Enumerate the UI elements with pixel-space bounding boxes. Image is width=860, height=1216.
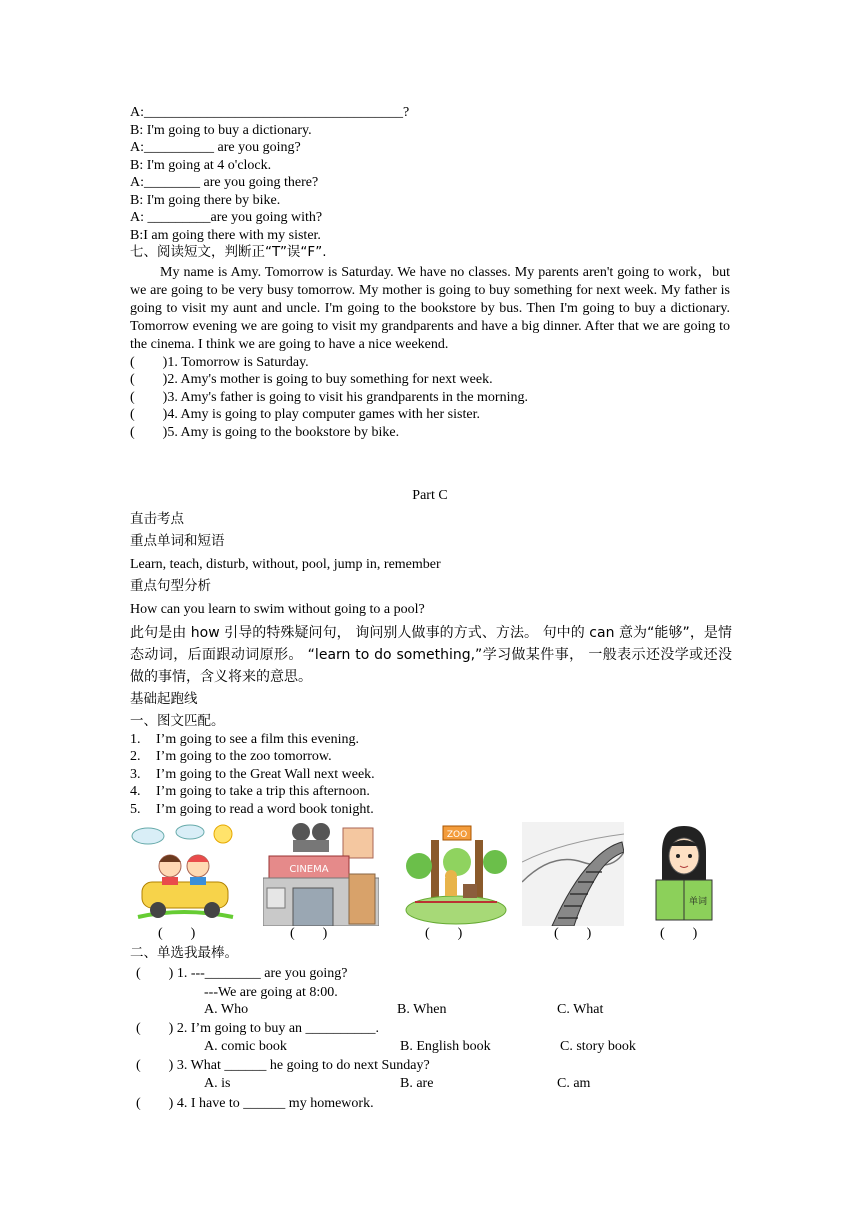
mc-option-b: B. When — [397, 1002, 447, 1017]
heading: 基础起跑线 — [130, 691, 198, 707]
item-text: I’m going to read a word book tonight. — [156, 802, 374, 817]
mc-question: ( ) 1. ---________ are you going? — [136, 966, 348, 981]
dialogue-line: A:________ are you going there? — [130, 175, 319, 190]
item-number: 3. — [130, 767, 141, 782]
mc-option-a: A. comic book — [204, 1039, 287, 1054]
dialogue-line: B: I'm going at 4 o'clock. — [130, 158, 272, 173]
mc-option-a: A. is — [204, 1076, 231, 1091]
cinema-sign: CINEMA — [289, 864, 329, 875]
mc-question-line2: ---We are going at 8:00. — [204, 985, 338, 1000]
mc-question: ( ) 4. I have to ______ my homework. — [136, 1096, 374, 1111]
key-sentence: How can you learn to swim without going to a pool? — [130, 602, 425, 617]
answer-paren: ( ) — [290, 926, 328, 941]
item-text: I’m going to see a film this evening. — [156, 732, 359, 747]
great-wall-picture — [522, 822, 624, 926]
item-text: I’m going to the Great Wall next week. — [156, 767, 375, 782]
mc-option-b: B. English book — [400, 1039, 491, 1054]
mc-question: ( ) 3. What ______ he going to do next Sunday? — [136, 1058, 430, 1073]
dialogue-line: B: I'm going to buy a dictionary. — [130, 123, 312, 138]
answer-paren: ( ) — [425, 926, 463, 941]
mc-option-a: A. Who — [204, 1002, 249, 1017]
key-words: Learn, teach, disturb, without, pool, jump in, remember — [130, 557, 441, 572]
mc-option-b: B. are — [400, 1076, 434, 1091]
tf-item: ( )2. Amy's mother is going to buy something for next week. — [130, 372, 493, 387]
section-title: 七、阅读短文，判断正“T”误“F”. — [130, 244, 327, 260]
word-book-cover: 单词 — [688, 897, 708, 907]
heading: 直击考点 — [130, 511, 184, 527]
mc-option-c: C. What — [557, 1002, 604, 1017]
dialogue-line: A:_____________________________________? — [130, 105, 410, 120]
girl-reading-picture — [650, 822, 718, 926]
kids-car-picture — [128, 822, 240, 926]
mc-option-c: C. am — [557, 1076, 591, 1091]
item-text: I’m going to the zoo tomorrow. — [156, 749, 332, 764]
heading: 重点单词和短语 — [130, 533, 225, 549]
heading: 重点句型分析 — [130, 578, 211, 594]
mc-question: ( ) 2. I’m going to buy an __________. — [136, 1021, 380, 1036]
zoo-picture — [405, 822, 507, 926]
item-number: 2. — [130, 749, 141, 764]
item-number: 5. — [130, 802, 141, 817]
item-text: I’m going to take a trip this afternoon. — [156, 784, 370, 799]
dialogue-line: B:I am going there with my sister. — [130, 228, 321, 243]
answer-paren: ( ) — [554, 926, 592, 941]
dialogue-line: A:__________ are you going? — [130, 140, 301, 155]
match-item — [130, 783, 370, 800]
mc-option-c: C. story book — [560, 1039, 636, 1054]
dialogue-line: A: _________are you going with? — [130, 210, 323, 225]
cinema-picture — [263, 822, 379, 926]
tf-item: ( )1. Tomorrow is Saturday. — [130, 355, 309, 370]
explanation: 此句是由 how 引导的特殊疑问句， 询问别人做事的方式、方法。 句中的 can 意为“能够”，是情态动词，后面跟动词原形。 “learn to do something,”学习做某件事， 一般表示还没学或还没做的事情，含义将来的意思。 — [130, 625, 732, 685]
match-item — [130, 731, 359, 748]
dialogue-line: B: I'm going there by bike. — [130, 193, 281, 208]
match-item — [130, 748, 332, 765]
tf-item: ( )4. Amy is going to play computer games with her sister. — [130, 407, 480, 422]
match-item — [130, 766, 375, 783]
section-title: 一、图文匹配。 — [130, 713, 225, 729]
part-title: Part C — [412, 488, 448, 503]
answer-paren: ( ) — [158, 926, 196, 941]
section-title: 二、单选我最棒。 — [130, 945, 238, 961]
item-number: 4. — [130, 784, 141, 799]
tf-item: ( )5. Amy is going to the bookstore by bike. — [130, 425, 400, 440]
zoo-sign: ZOO — [446, 830, 468, 840]
answer-paren: ( ) — [660, 926, 698, 941]
item-number: 1. — [130, 732, 141, 747]
tf-item: ( )3. Amy's father is going to visit his grandparents in the morning. — [130, 390, 528, 405]
reading-passage: My name is Amy. Tomorrow is Saturday. We have no classes. My parents aren't going to work，but we are going to be very busy tomorrow. My mother is going to buy something for next week. My father is going to visit my aunt and uncle. I'm going to the bookstore by bus. Then I'm going to buy a dictionary. Tomorrow evening we are going to visit my grandparents and have a big dinner. After that we are going to the cinema. I think we are going to have a nice weekend. — [130, 265, 730, 352]
match-item — [130, 801, 374, 818]
